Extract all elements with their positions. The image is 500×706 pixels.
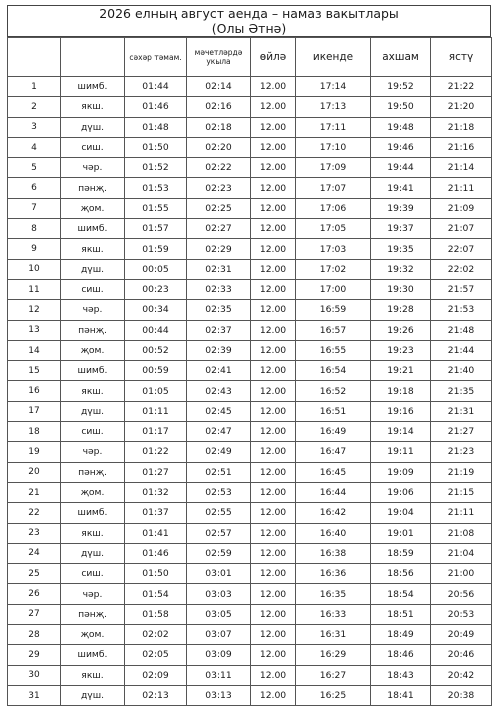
table-row (8, 158, 492, 178)
cell-ikende: 16:59 (296, 300, 371, 320)
cell-weekday: шимб. (61, 503, 125, 523)
cell-oyla: 12.00 (251, 625, 296, 645)
cell-oyla: 12.00 (251, 422, 296, 442)
cell-yastu: 21:11 (431, 503, 492, 523)
cell-mosque: 02:18 (187, 117, 251, 137)
cell-yastu: 21:04 (431, 543, 492, 563)
cell-weekday: шимб. (61, 219, 125, 239)
cell-sahar: 01:54 (125, 584, 187, 604)
cell-oyla: 12.00 (251, 685, 296, 705)
cell-mosque: 02:14 (187, 77, 251, 97)
cell-ahsham: 18:46 (371, 645, 431, 665)
cell-weekday: җом. (61, 625, 125, 645)
cell-oyla: 12.00 (251, 645, 296, 665)
header-sahar: сәхәр тәмам. (125, 38, 187, 77)
cell-yastu: 21:35 (431, 381, 492, 401)
cell-weekday: пәнҗ. (61, 604, 125, 624)
cell-oyla: 12.00 (251, 381, 296, 401)
cell-sahar: 01:05 (125, 381, 187, 401)
cell-mosque: 03:03 (187, 584, 251, 604)
cell-sahar: 00:05 (125, 259, 187, 279)
cell-yastu: 21:14 (431, 158, 492, 178)
cell-sahar: 02:02 (125, 625, 187, 645)
cell-mosque: 03:13 (187, 685, 251, 705)
cell-day: 13 (8, 320, 61, 340)
cell-weekday: дүш. (61, 543, 125, 563)
cell-day: 23 (8, 523, 61, 543)
cell-mosque: 02:49 (187, 442, 251, 462)
table-row (8, 361, 492, 381)
cell-ikende: 17:10 (296, 137, 371, 157)
cell-day: 16 (8, 381, 61, 401)
table-row (8, 300, 492, 320)
cell-mosque: 02:35 (187, 300, 251, 320)
cell-mosque: 02:33 (187, 279, 251, 299)
table-row (8, 523, 492, 543)
cell-weekday: сиш. (61, 279, 125, 299)
cell-weekday: сиш. (61, 564, 125, 584)
cell-oyla: 12.00 (251, 259, 296, 279)
cell-day: 3 (8, 117, 61, 137)
cell-ahsham: 19:11 (371, 442, 431, 462)
cell-yastu: 20:38 (431, 685, 492, 705)
cell-day: 8 (8, 219, 61, 239)
cell-day: 10 (8, 259, 61, 279)
cell-sahar: 01:53 (125, 178, 187, 198)
cell-sahar: 00:59 (125, 361, 187, 381)
cell-oyla: 12.00 (251, 117, 296, 137)
cell-mosque: 02:37 (187, 320, 251, 340)
cell-oyla: 12.00 (251, 239, 296, 259)
cell-ikende: 16:36 (296, 564, 371, 584)
cell-ikende: 16:25 (296, 685, 371, 705)
cell-yastu: 21:53 (431, 300, 492, 320)
cell-weekday: якш. (61, 239, 125, 259)
cell-weekday: дүш. (61, 259, 125, 279)
cell-ahsham: 18:51 (371, 604, 431, 624)
cell-ahsham: 19:09 (371, 462, 431, 482)
cell-mosque: 02:23 (187, 178, 251, 198)
cell-mosque: 02:25 (187, 198, 251, 218)
cell-oyla: 12.00 (251, 219, 296, 239)
cell-mosque: 03:11 (187, 665, 251, 685)
cell-day: 20 (8, 462, 61, 482)
cell-weekday: җом. (61, 482, 125, 502)
cell-sahar: 02:09 (125, 665, 187, 685)
cell-sahar: 01:32 (125, 482, 187, 502)
cell-yastu: 21:08 (431, 523, 492, 543)
cell-sahar: 01:50 (125, 137, 187, 157)
cell-day: 25 (8, 564, 61, 584)
cell-ikende: 16:31 (296, 625, 371, 645)
table-row (8, 97, 492, 117)
cell-ahsham: 19:39 (371, 198, 431, 218)
cell-day: 19 (8, 442, 61, 462)
cell-weekday: шимб. (61, 645, 125, 665)
cell-yastu: 21:11 (431, 178, 492, 198)
cell-oyla: 12.00 (251, 158, 296, 178)
table-row (8, 320, 492, 340)
cell-ahsham: 18:43 (371, 665, 431, 685)
cell-sahar: 01:50 (125, 564, 187, 584)
cell-day: 6 (8, 178, 61, 198)
header-row (8, 38, 492, 77)
cell-yastu: 21:31 (431, 401, 492, 421)
cell-ahsham: 19:26 (371, 320, 431, 340)
cell-sahar: 00:44 (125, 320, 187, 340)
cell-oyla: 12.00 (251, 97, 296, 117)
cell-yastu: 20:49 (431, 625, 492, 645)
cell-ahsham: 18:54 (371, 584, 431, 604)
cell-day: 18 (8, 422, 61, 442)
table-row (8, 665, 492, 685)
cell-sahar: 01:22 (125, 442, 187, 462)
title-line-2: (Олы Әтнә) (211, 20, 287, 36)
cell-sahar: 00:34 (125, 300, 187, 320)
cell-oyla: 12.00 (251, 300, 296, 320)
cell-weekday: пәнҗ. (61, 320, 125, 340)
table-row (8, 422, 492, 442)
cell-oyla: 12.00 (251, 584, 296, 604)
cell-ikende: 16:27 (296, 665, 371, 685)
cell-oyla: 12.00 (251, 462, 296, 482)
cell-ahsham: 19:30 (371, 279, 431, 299)
cell-ikende: 16:51 (296, 401, 371, 421)
cell-day: 24 (8, 543, 61, 563)
header-mosque: мәчетләрдә укыла (187, 38, 251, 77)
cell-mosque: 03:01 (187, 564, 251, 584)
header-ahsham: ахшам (371, 38, 431, 77)
cell-ahsham: 19:44 (371, 158, 431, 178)
cell-day: 1 (8, 77, 61, 97)
cell-oyla: 12.00 (251, 523, 296, 543)
cell-mosque: 02:27 (187, 219, 251, 239)
cell-day: 12 (8, 300, 61, 320)
cell-ahsham: 18:56 (371, 564, 431, 584)
cell-weekday: пәнҗ. (61, 462, 125, 482)
cell-yastu: 20:42 (431, 665, 492, 685)
cell-day: 9 (8, 239, 61, 259)
cell-yastu: 21:16 (431, 137, 492, 157)
cell-ahsham: 19:16 (371, 401, 431, 421)
header-ikende: икенде (296, 38, 371, 77)
table-row (8, 564, 492, 584)
cell-ikende: 17:14 (296, 77, 371, 97)
cell-weekday: дүш. (61, 401, 125, 421)
table-row (8, 381, 492, 401)
cell-oyla: 12.00 (251, 361, 296, 381)
table-row (8, 584, 492, 604)
cell-ikende: 16:35 (296, 584, 371, 604)
cell-oyla: 12.00 (251, 401, 296, 421)
cell-mosque: 02:41 (187, 361, 251, 381)
cell-day: 15 (8, 361, 61, 381)
cell-sahar: 02:05 (125, 645, 187, 665)
cell-ahsham: 19:06 (371, 482, 431, 502)
cell-mosque: 02:31 (187, 259, 251, 279)
cell-day: 2 (8, 97, 61, 117)
cell-yastu: 22:07 (431, 239, 492, 259)
cell-ahsham: 19:14 (371, 422, 431, 442)
cell-yastu: 21:00 (431, 564, 492, 584)
cell-oyla: 12.00 (251, 503, 296, 523)
cell-mosque: 03:07 (187, 625, 251, 645)
cell-yastu: 21:57 (431, 279, 492, 299)
table-row (8, 503, 492, 523)
cell-day: 17 (8, 401, 61, 421)
title-line-1: 2026 елның август аенда – намаз вакытлары (99, 6, 399, 21)
cell-ikende: 17:05 (296, 219, 371, 239)
cell-weekday: чәр. (61, 442, 125, 462)
cell-day: 11 (8, 279, 61, 299)
cell-day: 21 (8, 482, 61, 502)
cell-ahsham: 19:21 (371, 361, 431, 381)
table-row (8, 340, 492, 360)
cell-ikende: 16:40 (296, 523, 371, 543)
cell-ikende: 16:47 (296, 442, 371, 462)
cell-sahar: 01:44 (125, 77, 187, 97)
cell-ikende: 16:33 (296, 604, 371, 624)
prayer-times-table (7, 37, 492, 706)
table-row (8, 442, 492, 462)
cell-weekday: дүш. (61, 117, 125, 137)
cell-sahar: 01:52 (125, 158, 187, 178)
cell-weekday: чәр. (61, 158, 125, 178)
cell-sahar: 01:46 (125, 543, 187, 563)
cell-oyla: 12.00 (251, 198, 296, 218)
cell-yastu: 21:22 (431, 77, 492, 97)
cell-ikende: 17:09 (296, 158, 371, 178)
table-row (8, 239, 492, 259)
cell-oyla: 12.00 (251, 279, 296, 299)
cell-yastu: 20:46 (431, 645, 492, 665)
cell-oyla: 12.00 (251, 604, 296, 624)
cell-ahsham: 19:52 (371, 77, 431, 97)
cell-yastu: 22:02 (431, 259, 492, 279)
cell-ikende: 16:44 (296, 482, 371, 502)
cell-oyla: 12.00 (251, 564, 296, 584)
cell-weekday: пәнҗ. (61, 178, 125, 198)
cell-mosque: 03:09 (187, 645, 251, 665)
cell-day: 28 (8, 625, 61, 645)
header-oyla: өйлә (251, 38, 296, 77)
cell-mosque: 03:05 (187, 604, 251, 624)
cell-mosque: 02:59 (187, 543, 251, 563)
cell-weekday: дүш. (61, 685, 125, 705)
cell-ikende: 16:55 (296, 340, 371, 360)
cell-weekday: җом. (61, 340, 125, 360)
cell-yastu: 20:56 (431, 584, 492, 604)
page-title (7, 5, 491, 37)
cell-ahsham: 19:23 (371, 340, 431, 360)
cell-ahsham: 19:35 (371, 239, 431, 259)
cell-ahsham: 18:59 (371, 543, 431, 563)
cell-day: 31 (8, 685, 61, 705)
cell-weekday: сиш. (61, 137, 125, 157)
cell-weekday: чәр. (61, 300, 125, 320)
table-row (8, 198, 492, 218)
cell-day: 26 (8, 584, 61, 604)
cell-sahar: 01:41 (125, 523, 187, 543)
cell-weekday: җом. (61, 198, 125, 218)
cell-oyla: 12.00 (251, 340, 296, 360)
cell-weekday: чәр. (61, 584, 125, 604)
cell-sahar: 01:46 (125, 97, 187, 117)
cell-ahsham: 19:01 (371, 523, 431, 543)
cell-sahar: 00:23 (125, 279, 187, 299)
table-row (8, 543, 492, 563)
cell-ikende: 17:07 (296, 178, 371, 198)
cell-mosque: 02:22 (187, 158, 251, 178)
cell-ahsham: 19:04 (371, 503, 431, 523)
cell-ikende: 17:00 (296, 279, 371, 299)
table-row (8, 279, 492, 299)
cell-yastu: 21:20 (431, 97, 492, 117)
cell-sahar: 00:52 (125, 340, 187, 360)
table-row (8, 77, 492, 97)
cell-sahar: 01:59 (125, 239, 187, 259)
header-day (8, 38, 61, 77)
cell-ahsham: 19:18 (371, 381, 431, 401)
cell-oyla: 12.00 (251, 320, 296, 340)
cell-mosque: 02:45 (187, 401, 251, 421)
cell-ikende: 17:13 (296, 97, 371, 117)
cell-mosque: 02:20 (187, 137, 251, 157)
cell-ahsham: 19:28 (371, 300, 431, 320)
cell-ahsham: 19:41 (371, 178, 431, 198)
cell-ahsham: 19:37 (371, 219, 431, 239)
cell-mosque: 02:16 (187, 97, 251, 117)
table-row (8, 625, 492, 645)
cell-day: 4 (8, 137, 61, 157)
cell-yastu: 21:27 (431, 422, 492, 442)
cell-mosque: 02:57 (187, 523, 251, 543)
cell-weekday: шимб. (61, 361, 125, 381)
cell-sahar: 01:27 (125, 462, 187, 482)
cell-weekday: якш. (61, 523, 125, 543)
table-row (8, 117, 492, 137)
cell-day: 30 (8, 665, 61, 685)
cell-oyla: 12.00 (251, 137, 296, 157)
cell-sahar: 01:11 (125, 401, 187, 421)
cell-ahsham: 18:41 (371, 685, 431, 705)
table-row (8, 482, 492, 502)
cell-day: 7 (8, 198, 61, 218)
table-row (8, 462, 492, 482)
cell-yastu: 21:44 (431, 340, 492, 360)
cell-day: 14 (8, 340, 61, 360)
table-row (8, 604, 492, 624)
table-row (8, 401, 492, 421)
cell-weekday: сиш. (61, 422, 125, 442)
cell-oyla: 12.00 (251, 77, 296, 97)
cell-yastu: 20:53 (431, 604, 492, 624)
cell-weekday: якш. (61, 665, 125, 685)
cell-mosque: 02:51 (187, 462, 251, 482)
cell-mosque: 02:53 (187, 482, 251, 502)
cell-sahar: 01:55 (125, 198, 187, 218)
cell-yastu: 21:15 (431, 482, 492, 502)
cell-weekday: якш. (61, 381, 125, 401)
cell-day: 5 (8, 158, 61, 178)
cell-ahsham: 19:46 (371, 137, 431, 157)
cell-day: 29 (8, 645, 61, 665)
prayer-times-sheet (7, 5, 491, 706)
cell-mosque: 02:29 (187, 239, 251, 259)
cell-sahar: 01:37 (125, 503, 187, 523)
cell-yastu: 21:48 (431, 320, 492, 340)
cell-sahar: 01:17 (125, 422, 187, 442)
cell-ikende: 16:52 (296, 381, 371, 401)
cell-ikende: 16:29 (296, 645, 371, 665)
cell-ikende: 16:45 (296, 462, 371, 482)
cell-day: 27 (8, 604, 61, 624)
cell-ikende: 16:54 (296, 361, 371, 381)
cell-oyla: 12.00 (251, 665, 296, 685)
cell-ikende: 17:03 (296, 239, 371, 259)
table-row (8, 685, 492, 705)
cell-mosque: 02:47 (187, 422, 251, 442)
cell-oyla: 12.00 (251, 482, 296, 502)
table-row (8, 259, 492, 279)
cell-mosque: 02:39 (187, 340, 251, 360)
cell-yastu: 21:07 (431, 219, 492, 239)
cell-yastu: 21:19 (431, 462, 492, 482)
table-row (8, 645, 492, 665)
cell-ikende: 17:11 (296, 117, 371, 137)
cell-sahar: 02:13 (125, 685, 187, 705)
table-row (8, 219, 492, 239)
cell-yastu: 21:40 (431, 361, 492, 381)
cell-ikende: 17:02 (296, 259, 371, 279)
cell-oyla: 12.00 (251, 178, 296, 198)
cell-ikende: 16:49 (296, 422, 371, 442)
cell-sahar: 01:58 (125, 604, 187, 624)
cell-yastu: 21:23 (431, 442, 492, 462)
table-row (8, 178, 492, 198)
cell-ikende: 16:38 (296, 543, 371, 563)
cell-ahsham: 19:32 (371, 259, 431, 279)
cell-mosque: 02:43 (187, 381, 251, 401)
cell-yastu: 21:09 (431, 198, 492, 218)
cell-ahsham: 18:49 (371, 625, 431, 645)
cell-ahsham: 19:48 (371, 117, 431, 137)
cell-weekday: шимб. (61, 77, 125, 97)
cell-ahsham: 19:50 (371, 97, 431, 117)
cell-yastu: 21:18 (431, 117, 492, 137)
cell-sahar: 01:48 (125, 117, 187, 137)
cell-ikende: 17:06 (296, 198, 371, 218)
cell-sahar: 01:57 (125, 219, 187, 239)
cell-ikende: 16:57 (296, 320, 371, 340)
cell-oyla: 12.00 (251, 543, 296, 563)
cell-mosque: 02:55 (187, 503, 251, 523)
table-row (8, 137, 492, 157)
cell-day: 22 (8, 503, 61, 523)
cell-weekday: якш. (61, 97, 125, 117)
cell-oyla: 12.00 (251, 442, 296, 462)
header-weekday (61, 38, 125, 77)
header-yastu: ястү (431, 38, 492, 77)
cell-ikende: 16:42 (296, 503, 371, 523)
